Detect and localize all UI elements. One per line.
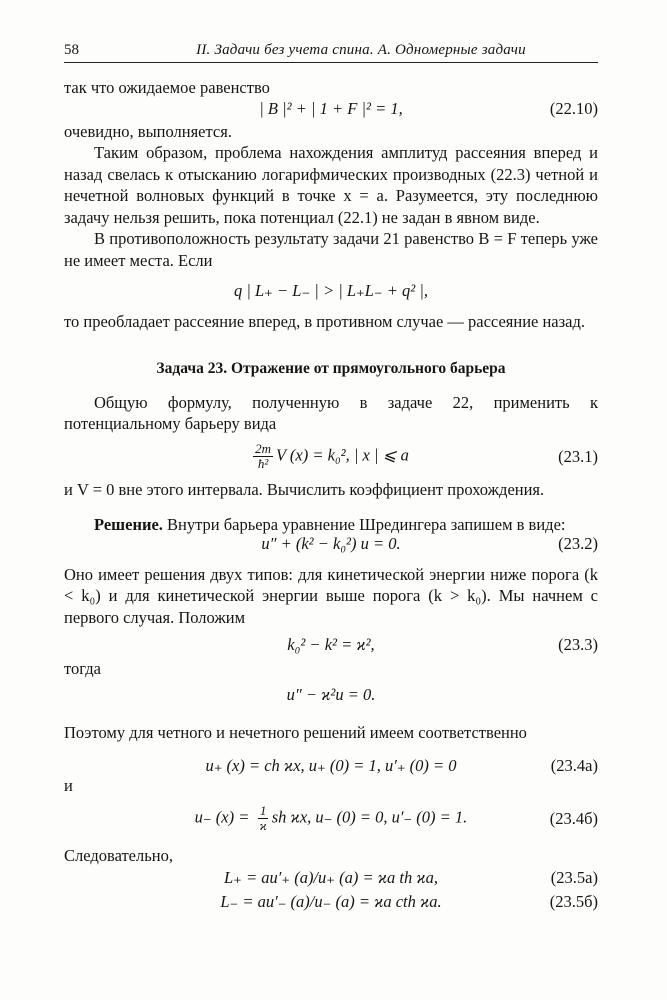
equation-number: (23.2) [558, 533, 598, 553]
equation-number: (22.10) [549, 98, 598, 118]
fraction-numerator: 1 [259, 803, 267, 818]
equation-23-1 [64, 435, 598, 479]
paragraph: и [64, 776, 73, 795]
equation-body [253, 442, 409, 471]
equation-rest: V (x) = k₀², | x | ⩽ a [276, 445, 409, 465]
equation-23-4a [64, 749, 598, 783]
paragraph: тогда [64, 659, 101, 678]
fraction-denominator: ϰ [259, 818, 267, 833]
equation-23-2 [64, 532, 598, 556]
equation-left: u₋ (x) = [194, 807, 250, 827]
equation-inequality [64, 271, 598, 311]
paragraph: Следовательно, [64, 845, 173, 865]
equation-number: (23.5б) [549, 892, 598, 911]
equation-body: u″ − ϰ²u = 0. [286, 684, 376, 704]
equation-body: L₊ = au′₊ (a)/u₊ (a) = ϰa th ϰa, [223, 868, 438, 887]
equation-body: L₋ = au′₋ (a)/u₋ (a) = ϰa cth ϰa. [220, 892, 442, 911]
paragraph: Общую формулу, полученную в задаче 22, применить к потенциальному барьеру вида [64, 392, 598, 433]
paragraph: так что ожидаемое равенство [64, 78, 270, 97]
equation-number: (23.1) [558, 446, 598, 466]
paragraph: Оно имеет решения двух типов: для кинетической энергии ниже порога (k < k₀) и для кинетической энергии выше порога (k > k₀). Мы начнем с первого случая. Положим [64, 564, 598, 627]
page-number: 58 [64, 42, 79, 58]
paragraph: и V = 0 вне этого интервала. Вычислить коэффициент прохождения. [64, 479, 545, 499]
fraction-numerator: 2m [255, 441, 272, 456]
equation-23-4b [64, 797, 598, 841]
solution-label: Решение. [94, 515, 163, 534]
paragraph: В противоположность результату задачи 21 равенство B = F теперь уже не имеет места. Если [64, 229, 598, 270]
equation-number: (23.5a) [550, 868, 598, 887]
paragraph: Таким образом, проблема нахождения амплитуд рассеяния вперед и назад свелась к отысканию логарифмических производных (22.3) четной и нечетной волновых функций в точке x = a. Разумеется, эту последнюю задачу нельзя решить, пока потенциал (22.1) не задан в явном виде. [64, 143, 598, 227]
equation-body: u″ + (k² − k₀²) u = 0. [261, 533, 401, 553]
equation-body [195, 804, 468, 833]
paragraph: очевидно, выполняется. [64, 121, 232, 141]
fraction [253, 442, 273, 471]
equation-23-3b [64, 680, 598, 710]
running-title: II. Задачи без учета спина. А. Одномерные задачи [196, 42, 526, 58]
equation-body: k₀² − k² = ϰ², [287, 635, 375, 654]
equation-23-3 [64, 628, 598, 662]
book-page [64, 42, 598, 914]
equation-number: (23.4a) [550, 756, 598, 775]
equation-right: sh ϰx, u₋ (0) = 0, u′₋ (0) = 1. [271, 807, 468, 827]
equation-body: | B |² + | 1 + F |² = 1, [259, 98, 403, 118]
equation-body: u₊ (x) = ch ϰx, u₊ (0) = 1, u′₊ (0) = 0 [205, 756, 457, 775]
page-header [64, 42, 598, 63]
paragraph: то преобладает рассеяние вперед, в противном случае — рассеяние назад. [64, 312, 585, 331]
equation-number: (23.3) [558, 635, 598, 654]
equation-23-5a [64, 866, 598, 890]
problem-heading: Задача 23. Отражение от прямоугольного барьера [156, 359, 506, 377]
equation-22-10 [64, 97, 598, 121]
fraction [257, 804, 268, 833]
paragraph: Поэтому для четного и нечетного решений имеем соответственно [64, 722, 527, 742]
equation-body: q | L₊ − L₋ | > | L₊L₋ + q² |, [233, 281, 429, 300]
equation-23-5b [64, 890, 598, 914]
paragraph-text: Внутри барьера уравнение Шредингера запишем в виде: [162, 515, 566, 534]
equation-number: (23.4б) [549, 808, 598, 828]
fraction-denominator: ħ² [257, 456, 269, 471]
